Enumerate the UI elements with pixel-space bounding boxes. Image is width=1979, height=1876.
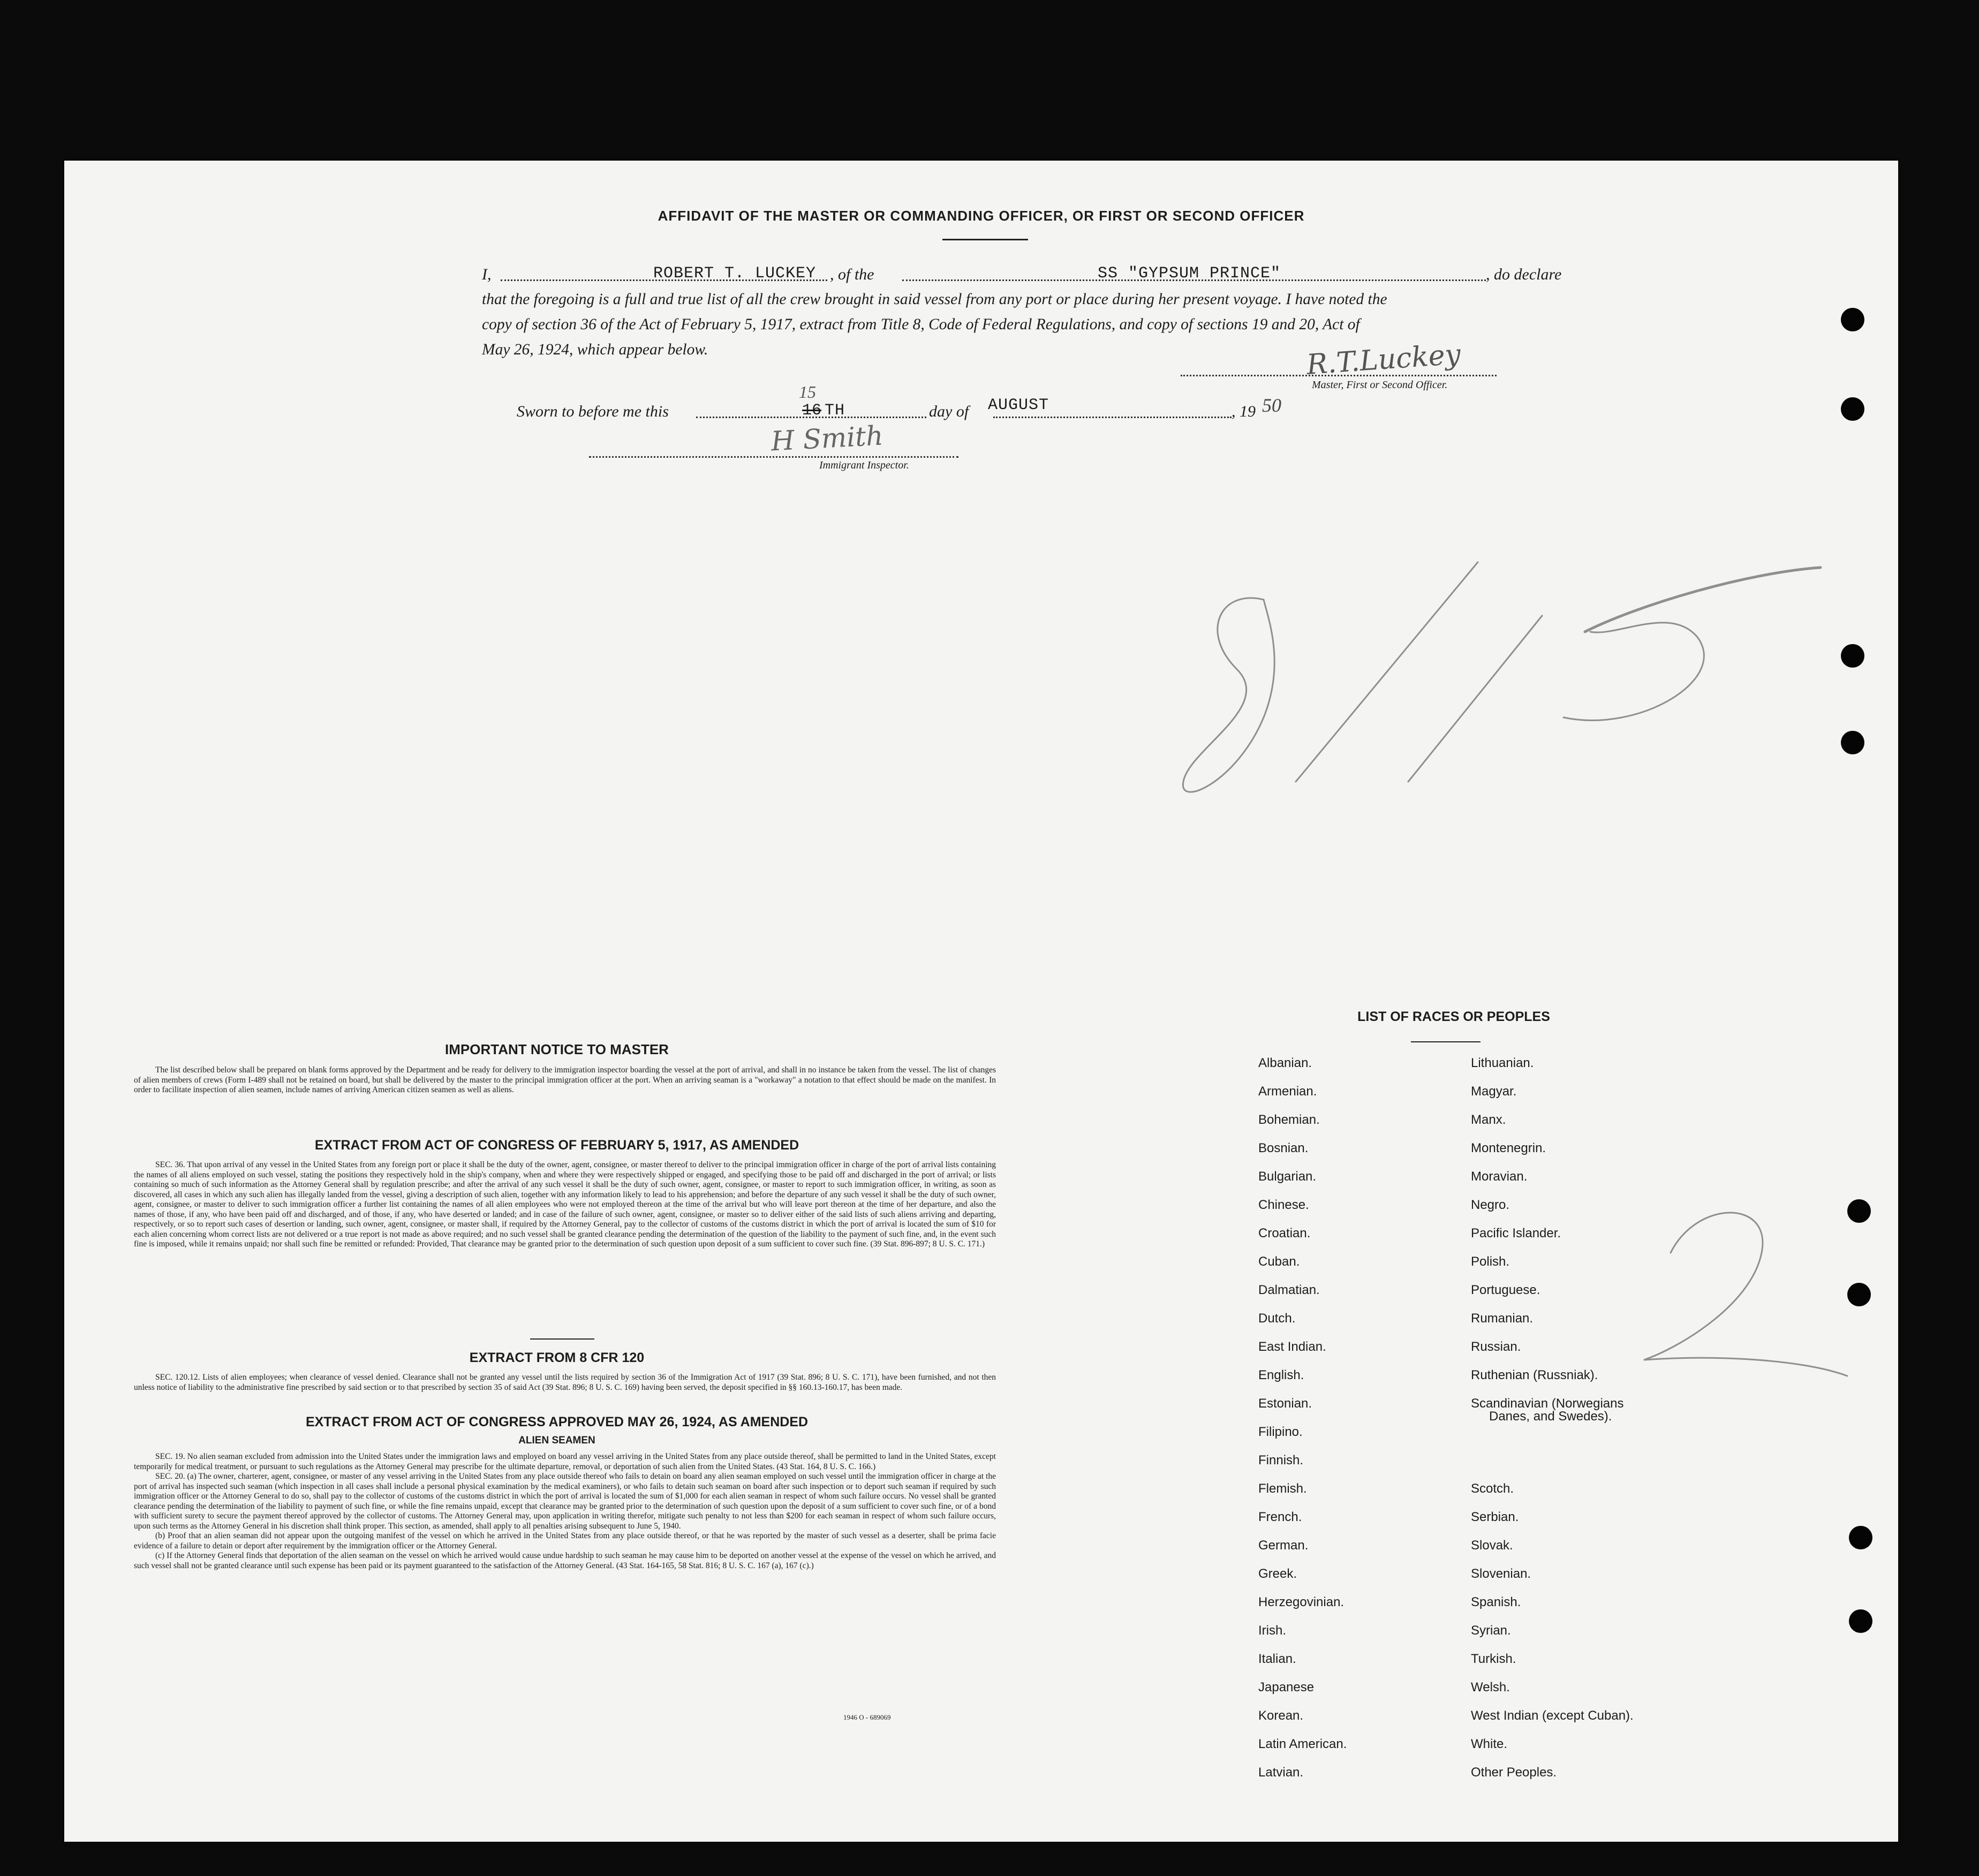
race-item: Filipino. (1258, 1425, 1303, 1439)
document-page (64, 161, 1898, 1842)
punch-hole (1841, 731, 1864, 754)
month: AUGUST (988, 396, 1049, 414)
race-item: Scandinavian (Norwegians (1471, 1396, 1624, 1411)
race-item: Lithuanian. (1471, 1056, 1534, 1070)
race-item: Portuguese. (1471, 1283, 1540, 1297)
punch-hole (1847, 1283, 1871, 1306)
race-item: Irish. (1258, 1623, 1287, 1638)
day-suffix: TH (825, 402, 845, 420)
race-item: Scotch. (1471, 1481, 1514, 1496)
race-item: Serbian. (1471, 1510, 1519, 1524)
race-item: Slovak. (1471, 1538, 1513, 1553)
sworn-label: Sworn to before me this (517, 403, 669, 420)
day-struck: 16 (802, 402, 822, 420)
race-item: Dalmatian. (1258, 1283, 1320, 1297)
extract-cfr-title: EXTRACT FROM 8 CFR 120 (469, 1350, 645, 1365)
extract-1924-text (134, 1452, 996, 1571)
punch-hole (1849, 1526, 1872, 1549)
sec-19: SEC. 19. No alien seaman excluded from admission into the United States under the immigration laws and employed on board any vessel arriving in the United States from any place outside thereof, shall be permitted to land in the United States, except temporarily for medical treatment, or pursuant to such regulations as the Attorney General may prescribe for the ultimate departure, removal, or deportation of such alien from the United States. (43 Stat. 164, 8 U. S. C. 166.) (134, 1452, 996, 1471)
handwritten-date-mark (1157, 557, 1831, 803)
extract-1917-text: SEC. 36. That upon arrival of any vessel in the United States from any foreign port or place it shall be the duty of the owner, agent, consignee, or master thereof to deliver to the principal immigration officer in charge of the port of arrival lists containing the names of all aliens employed on such vessel, stating the positions they respectively hold in the ship's company, when and where they were respectively shipped or engaged, and specifying those to be paid off and discharged in the port of arrival; or lists containing so much of such information as the Attorney General shall by regulation prescribe; and after the arrival of any such vessel it shall be the duty of such owner, agent, consignee, or master to report to such immigration officer, in writing, as soon as discovered, all cases in which any such alien has illegally landed from the vessel, giving a description of such alien, together with any information likely to lead to his apprehension; and before the departure of any such vessel it shall be the duty of such owner, agent, consignee, or master to deliver to such immigration officer a further list containing the names of all alien employees who were not employed thereon at the time of the arrival but who will leave port thereon at the time of her departure, and also the names of those, if any, who have been paid off and discharged, and of those, if any, who have deserted or landed; and in case of the failure of such owner, agent, consignee, or master so to deliver either of the said lists of such aliens arriving and departing, respectively, or so to report such cases of desertion or landing, such owner, agent, consignee, or master shall, if required by the Attorney General, pay to the collector of customs of the customs district in which the port of arrival is located the sum of $10 for each alien concerning whom correct lists are not delivered or a true report is not made as above required; and no such vessel shall be granted clearance pending the determination of the question of the liability to the payment of such fine, and, in the event such fine is imposed, while it remains unpaid; nor shall such fine be remitted or refunded: Provided, That clearance may be granted prior to the determination of such question upon deposit of a sum sufficient to cover such fine. (39 Stat. 896-897; 8 U. S. C. 171.) (134, 1160, 996, 1249)
race-item: Manx. (1471, 1113, 1506, 1127)
race-item: Bulgarian. (1258, 1169, 1317, 1184)
race-item: Herzegovinian. (1258, 1595, 1344, 1609)
race-item: Negro. (1471, 1198, 1510, 1212)
inspector-caption: Immigrant Inspector. (819, 459, 909, 471)
race-item: Finnish. (1258, 1453, 1304, 1467)
month-dotted-line (993, 417, 1232, 418)
extract-1924-title: EXTRACT FROM ACT OF CONGRESS APPROVED MAY 26, 1924, AS AMENDED (305, 1414, 809, 1429)
race-item: Danes, and Swedes). (1489, 1409, 1612, 1424)
race-item: French. (1258, 1510, 1302, 1524)
do-declare-label: , do declare (1486, 266, 1562, 283)
race-item: Albanian. (1258, 1056, 1312, 1070)
i-label: I, (482, 266, 492, 283)
day-of-label: day of (929, 403, 969, 420)
race-item: Polish. (1471, 1254, 1510, 1269)
affidavit-line-3: copy of section 36 of the Act of February 5, 1917, extract from Title 8, Code of Federal Regulations, and copy of sections 19 and 20, Act of (482, 316, 1360, 333)
extract-1924-subtitle: ALIEN SEAMEN (518, 1435, 595, 1446)
race-item: Italian. (1258, 1652, 1296, 1666)
race-item: Flemish. (1258, 1481, 1307, 1496)
sec-20c: (c) If the Attorney General finds that deportation of the alien seaman on the vessel on which he arrived would cause undue hardship to such seaman he may cause him to be deported on another vessel at the expense of the vessel on which he arrived, and such vessel shall not be granted clearance until such expense has been paid or its payment guaranteed to the satisfaction of the Attorney General. (43 Stat. 164-165, 58 Stat. 816; 8 U. S. C. 167 (a), 167 (c).) (134, 1551, 996, 1570)
race-item: Chinese. (1258, 1198, 1309, 1212)
race-item: Moravian. (1471, 1169, 1528, 1184)
race-item: Dutch. (1258, 1311, 1296, 1326)
notice-title: IMPORTANT NOTICE TO MASTER (445, 1041, 669, 1057)
race-item: Slovenian. (1471, 1567, 1531, 1581)
master-caption: Master, First or Second Officer. (1312, 379, 1448, 391)
print-code: 1946 O - 689069 (843, 1713, 891, 1721)
master-name: ROBERT T. LUCKEY (653, 264, 817, 283)
race-item: Syrian. (1471, 1623, 1511, 1638)
race-item: Bosnian. (1258, 1141, 1309, 1155)
divider-1 (530, 1338, 594, 1340)
race-item: Cuban. (1258, 1254, 1300, 1269)
punch-hole (1841, 644, 1864, 668)
master-signature: R.T.Luckey (1305, 338, 1462, 381)
race-item: Spanish. (1471, 1595, 1521, 1609)
race-item: Turkish. (1471, 1652, 1516, 1666)
race-item: Other Peoples. (1471, 1765, 1557, 1780)
races-title: LIST OF RACES OR PEOPLES (1357, 1009, 1550, 1024)
punch-hole (1849, 1609, 1872, 1633)
race-item: Magyar. (1471, 1084, 1517, 1099)
race-item: German. (1258, 1538, 1309, 1553)
sec-20a: SEC. 20. (a) The owner, charterer, agent, consignee, or master of any vessel arriving in the United States from any place outside thereof who fails to detain on board any alien seaman employed on such vessel until the immigration officer in charge at the port of arrival has inspected such seaman (which inspection in all cases shall include a personal physical examination by the medical examiners), or who fails to detain such seaman on board after such inspection or to deport such seaman if required by such immigration officer or the Attorney General to do so, shall pay to the collector of customs of the customs district in which the port of arrival is located the sum of $1,000 for each alien seaman in respect of whom such failure occurs. No vessel shall be granted clearance pending the determination of the liability to payment of such fine, or while the fine remains unpaid, except that clearance may be granted prior to the determination of such question upon the deposit of a sum sufficient to cover such fine, or of a bond with sufficient surety to secure the payment thereof approved by the collector of customs. The Attorney General may, upon application in writing therefor, mitigate such penalty to not less than $200 for each seaman in respect of whom such failure occurs, upon such terms as the Attorney General in his discretion shall think proper. This section, as amended, shall apply to all penalties arising subsequent to June 5, 1940. (134, 1472, 996, 1531)
extract-1917-title: EXTRACT FROM ACT OF CONGRESS OF FEBRUARY 5, 1917, AS AMENDED (314, 1138, 799, 1153)
extract-cfr-text: SEC. 120.12. Lists of alien employees; when clearance of vessel denied. Clearance shall not be granted any vessel until the lists required by section 36 of the Immigration Act of 1917 (39 Stat. 896; 8 U. S. C. 171), have been furnished, and not then unless notice of liability to the administrative fine prescribed by said section or to that prescribed by section 35 of said Act (39 Stat. 896; 8 U. S. C. 169) having been served, the deposit specified in §§ 160.13-160.17, has been made. (134, 1373, 996, 1392)
race-item: Bohemian. (1258, 1113, 1320, 1127)
race-item: Estonian. (1258, 1396, 1312, 1411)
race-item: Latvian. (1258, 1765, 1304, 1780)
sec-20b: (b) Proof that an alien seaman did not appear upon the outgoing manifest of the vessel on which he arrived in the United States from any place outside thereof, or that he was reported by the master of such vessel as a deserter, shall be prima facie evidence of a failure to detain or deport after requirement by the immigration officer or the Attorney General. (134, 1531, 996, 1550)
races-title-underline (1411, 1041, 1481, 1042)
race-item: English. (1258, 1368, 1304, 1382)
race-item: Croatian. (1258, 1226, 1311, 1240)
affidavit-title: AFFIDAVIT OF THE MASTER OR COMMANDING OFFICER, OR FIRST OR SECOND OFFICER (658, 208, 1305, 224)
of-the-label: , of the (830, 266, 874, 283)
race-item: Welsh. (1471, 1680, 1510, 1695)
vessel-name: SS "GYPSUM PRINCE" (1098, 264, 1281, 283)
day-handwritten: 15 (799, 382, 816, 402)
race-item: Montenegrin. (1471, 1141, 1546, 1155)
inspector-signature: H Smith (770, 420, 884, 457)
year-prefix: , 19 (1232, 403, 1256, 420)
punch-hole (1841, 308, 1864, 331)
race-item: Korean. (1258, 1708, 1304, 1723)
race-item: Russian. (1471, 1340, 1521, 1354)
race-item: White. (1471, 1737, 1508, 1751)
punch-hole (1847, 1199, 1871, 1223)
race-item: Latin American. (1258, 1737, 1347, 1751)
race-item: Rumanian. (1471, 1311, 1534, 1326)
race-item: Japanese (1258, 1680, 1315, 1695)
title-underline (942, 239, 1028, 240)
race-item: East Indian. (1258, 1340, 1326, 1354)
race-item: Ruthenian (Russniak). (1471, 1368, 1598, 1382)
race-item: Armenian. (1258, 1084, 1317, 1099)
affidavit-line-4: May 26, 1924, which appear below. (482, 341, 708, 358)
race-item: West Indian (except Cuban). (1471, 1708, 1634, 1723)
punch-hole (1841, 397, 1864, 421)
year-handwritten: 50 (1262, 395, 1281, 416)
notice-text: The list described below shall be prepared on blank forms approved by the Department and be ready for delivery to the immigration inspector boarding the vessel at the port of arrival, and shall in no instance be taken from the vessel. The list of changes of alien members of crews (Form I-489 shall not be retained on board, but shall be delivered by the master to the principal immigration officer at the port. When an arriving seaman is a "workaway" a notation to that effect should be made on the manifest. In order to facilitate inspection of alien seamen, include names of arriving American citizen seamen as well as aliens. (134, 1065, 996, 1094)
race-item: Greek. (1258, 1567, 1297, 1581)
race-item: Pacific Islander. (1471, 1226, 1561, 1240)
affidavit-line-2: that the foregoing is a full and true list of all the crew brought in said vessel from any port or place during her present voyage. I have noted the (482, 291, 1387, 308)
